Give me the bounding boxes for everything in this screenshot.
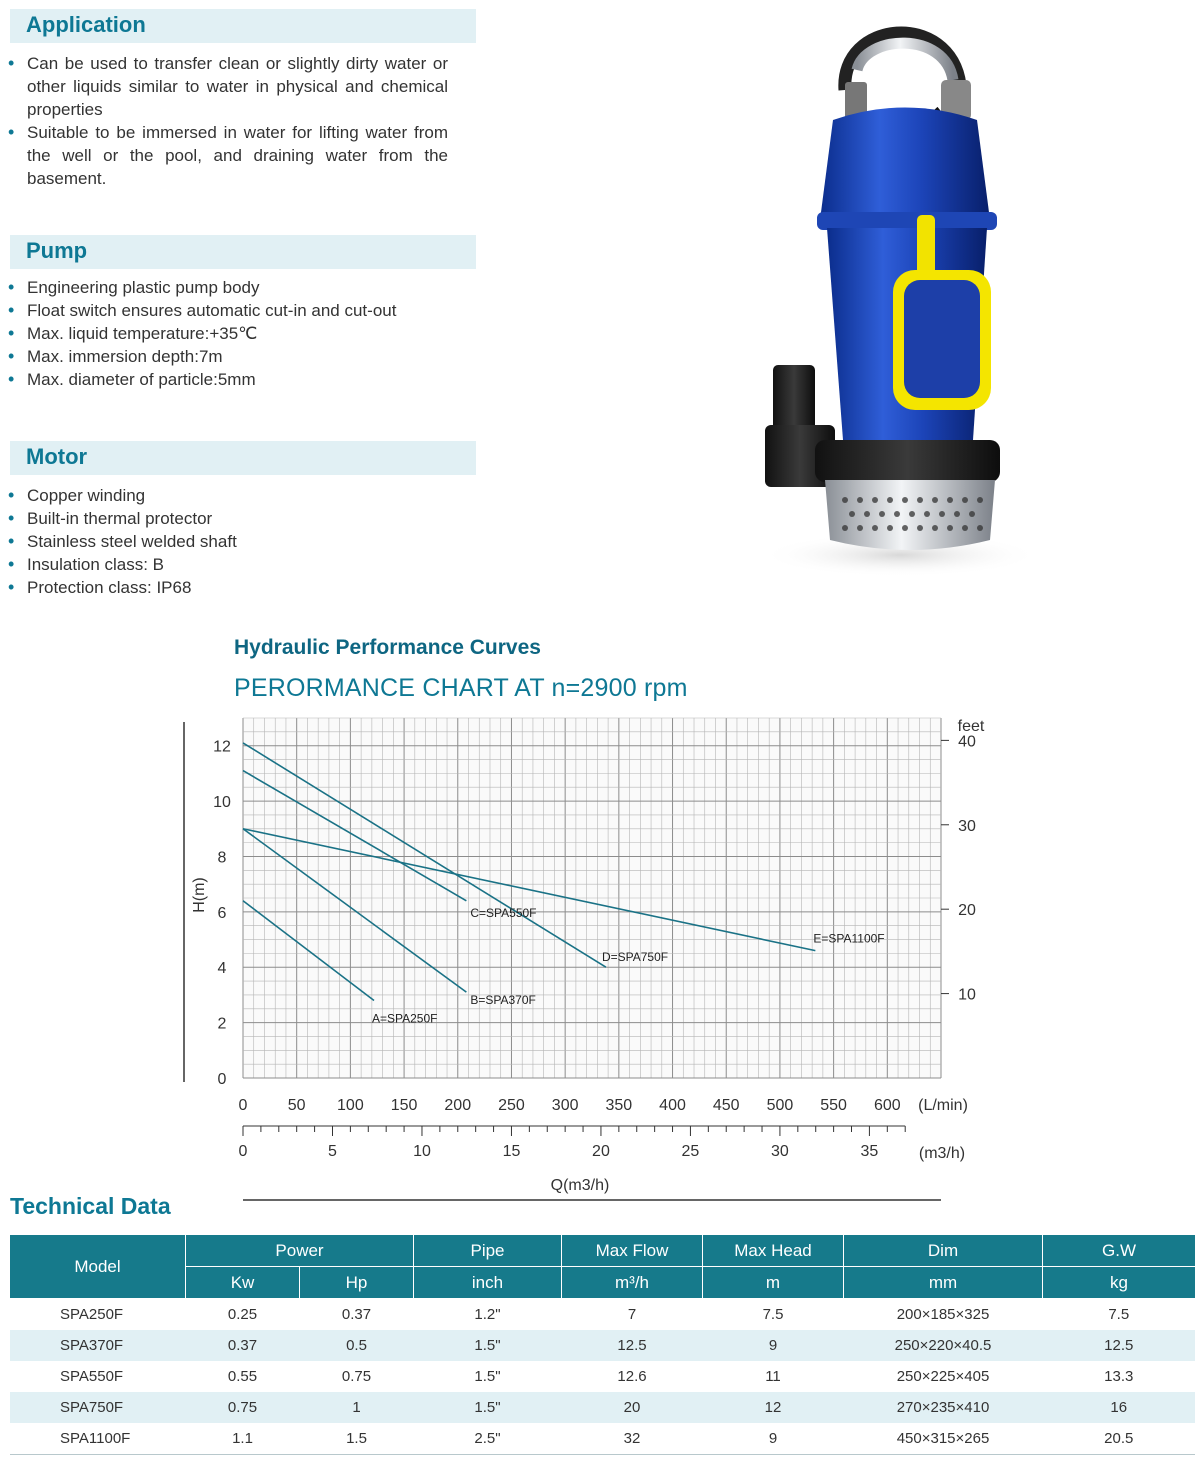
- series-label: D=SPA750F: [601, 950, 669, 965]
- y-tick-label: 2: [217, 1015, 227, 1033]
- col-header-dim: Dim: [844, 1235, 1043, 1267]
- technical-data-title: Technical Data: [10, 1193, 171, 1219]
- col-subheader-inch: inch: [414, 1267, 562, 1299]
- y-tick-label: 12: [213, 738, 231, 756]
- table-cell: 0.75: [186, 1392, 300, 1423]
- table-cell: 250×220×40.5: [844, 1330, 1043, 1361]
- performance-chart: [0, 700, 1200, 1205]
- x-tick-label: 0: [238, 1097, 248, 1114]
- pump-item: • Max. liquid temperature:+35℃: [8, 322, 396, 345]
- x2-tick-label: 5: [328, 1143, 337, 1160]
- motor-item: • Built-in thermal protector: [8, 507, 237, 530]
- y2-tick-label: 10: [958, 986, 976, 1004]
- table-cell: 270×235×410: [844, 1392, 1043, 1423]
- table-cell: 1.5": [414, 1392, 562, 1423]
- table-cell: 32: [562, 1423, 703, 1455]
- application-item: • Can be used to transfer clean or slightly dirty water or other liquids similar to water in physical and chemical properties: [8, 52, 448, 121]
- table-row: [10, 1361, 1195, 1392]
- table-cell: 2.5": [414, 1423, 562, 1455]
- table-cell: 1.5": [474, 1368, 501, 1385]
- x-tick-label: 300: [551, 1097, 579, 1114]
- pump-item: • Engineering plastic pump body: [8, 276, 396, 299]
- motor-item: • Insulation class: B: [8, 553, 237, 576]
- x2-tick-label: 30: [771, 1143, 789, 1160]
- series-label: C=SPA550F: [470, 905, 537, 920]
- table-cell: 0.25: [227, 1306, 258, 1323]
- x-tick-label: 200: [444, 1097, 472, 1114]
- col-subheader-hp: Hp: [300, 1267, 414, 1299]
- motor-list: [8, 484, 237, 599]
- table-cell: SPA1100F: [10, 1423, 186, 1455]
- x2-unit-label: (m3/h): [918, 1145, 966, 1162]
- pump-item: • Float switch ensures automatic cut-in and cut-out: [8, 299, 396, 322]
- table-cell: 1.2": [474, 1306, 501, 1323]
- table-cell: 450×315×265: [844, 1423, 1043, 1455]
- table-cell: 20: [562, 1392, 703, 1423]
- motor-header: [10, 441, 476, 475]
- col-header-max-flow: Max Flow: [562, 1235, 703, 1267]
- col-subheader-mm: mm: [844, 1267, 1043, 1299]
- table-cell: SPA750F: [10, 1392, 186, 1423]
- x-tick-label: 350: [605, 1097, 633, 1114]
- table-cell: 7: [627, 1306, 637, 1323]
- x-tick-label: 450: [712, 1097, 740, 1114]
- x-tick-label: 600: [873, 1097, 901, 1114]
- table-cell: 0.5: [300, 1330, 414, 1361]
- pump-product-image: [745, 0, 1045, 585]
- table-cell: 12.5: [1043, 1330, 1196, 1361]
- x-tick-label: 150: [390, 1097, 418, 1114]
- table-cell: SPA370F: [10, 1330, 186, 1361]
- x-unit-label: (L/min): [918, 1097, 968, 1114]
- table-cell: 7.5: [762, 1306, 784, 1323]
- table-cell: 12.5: [562, 1330, 703, 1361]
- col-subheader-m3h: m³/h: [562, 1267, 703, 1299]
- chart-grid: [243, 718, 941, 1078]
- col-header-max-head: Max Head: [703, 1235, 844, 1267]
- x-tick-label: 500: [766, 1097, 794, 1114]
- motor-heading: Motor: [26, 444, 88, 469]
- x2-tick-label: 0: [238, 1143, 248, 1160]
- col-header-gw: G.W: [1043, 1235, 1196, 1267]
- x-tick-label: 250: [498, 1097, 525, 1114]
- motor-item: • Copper winding: [8, 484, 237, 507]
- table-row: [10, 1392, 1195, 1423]
- col-header-model: Model: [10, 1235, 186, 1299]
- x2-tick-label: 15: [502, 1143, 521, 1160]
- x2-tick-label: 20: [592, 1143, 610, 1160]
- motor-item: • Protection class: IP68: [8, 576, 237, 599]
- table-cell: 1.5": [414, 1330, 562, 1361]
- table-cell: 1.5: [300, 1423, 414, 1455]
- y-axis-label: H(m): [191, 877, 208, 913]
- table-cell: 200×185×325: [896, 1306, 990, 1323]
- col-subheader-kw: Kw: [186, 1267, 300, 1299]
- y2-axis-label: feet: [957, 718, 985, 735]
- y2-tick-label: 30: [958, 817, 976, 835]
- pump-item: • Max. diameter of particle:5mm: [8, 368, 396, 391]
- table-cell: 0.75: [341, 1368, 372, 1385]
- table-cell: 13.3: [1104, 1368, 1134, 1385]
- pump-item: • Max. immersion depth:7m: [8, 345, 396, 368]
- table-cell: 1.1: [186, 1423, 300, 1455]
- series-label: B=SPA370F: [470, 993, 536, 1008]
- y2-tick-label: 20: [958, 902, 976, 920]
- col-header-power: Power: [186, 1235, 414, 1267]
- application-header: [10, 9, 476, 43]
- table-cell: 12.6: [617, 1368, 647, 1385]
- y-tick-label: 6: [217, 904, 227, 922]
- table-cell: 7.5: [1108, 1306, 1130, 1323]
- application-heading: Application: [26, 12, 146, 37]
- motor-item: • Stainless steel welded shaft: [8, 530, 237, 553]
- col-subheader-m: m: [703, 1267, 844, 1299]
- chart-subtitle: PERORMANCE CHART AT n=2900 rpm: [234, 674, 688, 702]
- table-cell: 1: [300, 1392, 414, 1423]
- table-row: [10, 1423, 1195, 1455]
- x-tick-label: 50: [287, 1097, 306, 1114]
- pump-heading: Pump: [26, 238, 88, 263]
- technical-data-table: [10, 1235, 1195, 1455]
- table-cell: SPA250F: [60, 1306, 124, 1323]
- x-tick-label: 550: [820, 1097, 847, 1114]
- table-cell: 9: [703, 1330, 844, 1361]
- table-cell: 20.5: [1043, 1423, 1196, 1455]
- application-list: [8, 52, 448, 190]
- y-tick-label: 4: [217, 960, 227, 978]
- table-cell: 0.37: [341, 1306, 372, 1323]
- table-cell: 9: [703, 1423, 844, 1455]
- pump-header: [10, 235, 476, 269]
- y-tick-label: 10: [213, 794, 231, 812]
- application-item: • Suitable to be immersed in water for lifting water from the well or the pool, and draining water from the basement.: [8, 121, 448, 190]
- table-cell: 0.37: [186, 1330, 300, 1361]
- table-row: [10, 1299, 1195, 1331]
- series-label: E=SPA1100F: [813, 931, 885, 946]
- table-cell: 11: [765, 1368, 781, 1385]
- table-cell: 0.55: [227, 1368, 258, 1385]
- y-tick-label: 0: [217, 1071, 227, 1088]
- y-tick-label: 8: [217, 849, 227, 867]
- x-tick-label: 400: [659, 1097, 686, 1114]
- table-cell: 16: [1043, 1392, 1196, 1423]
- x-axis-label: Q(m3/h): [550, 1177, 610, 1194]
- x2-tick-label: 10: [413, 1143, 431, 1160]
- x2-tick-label: 35: [860, 1143, 879, 1160]
- chart-title: Hydraulic Performance Curves: [234, 636, 541, 659]
- y2-tick-label: 40: [958, 733, 976, 751]
- table-row: [10, 1330, 1195, 1361]
- x-tick-label: 100: [337, 1097, 364, 1114]
- series-label: A=SPA250F: [372, 1011, 438, 1026]
- table-cell: 12: [703, 1392, 844, 1423]
- col-subheader-kg: kg: [1043, 1267, 1196, 1299]
- pump-list: [8, 276, 396, 391]
- x2-tick-label: 25: [681, 1143, 700, 1160]
- table-cell: SPA550F: [60, 1368, 124, 1385]
- col-header-pipe: Pipe: [414, 1235, 562, 1267]
- table-cell: 250×225×405: [896, 1368, 990, 1385]
